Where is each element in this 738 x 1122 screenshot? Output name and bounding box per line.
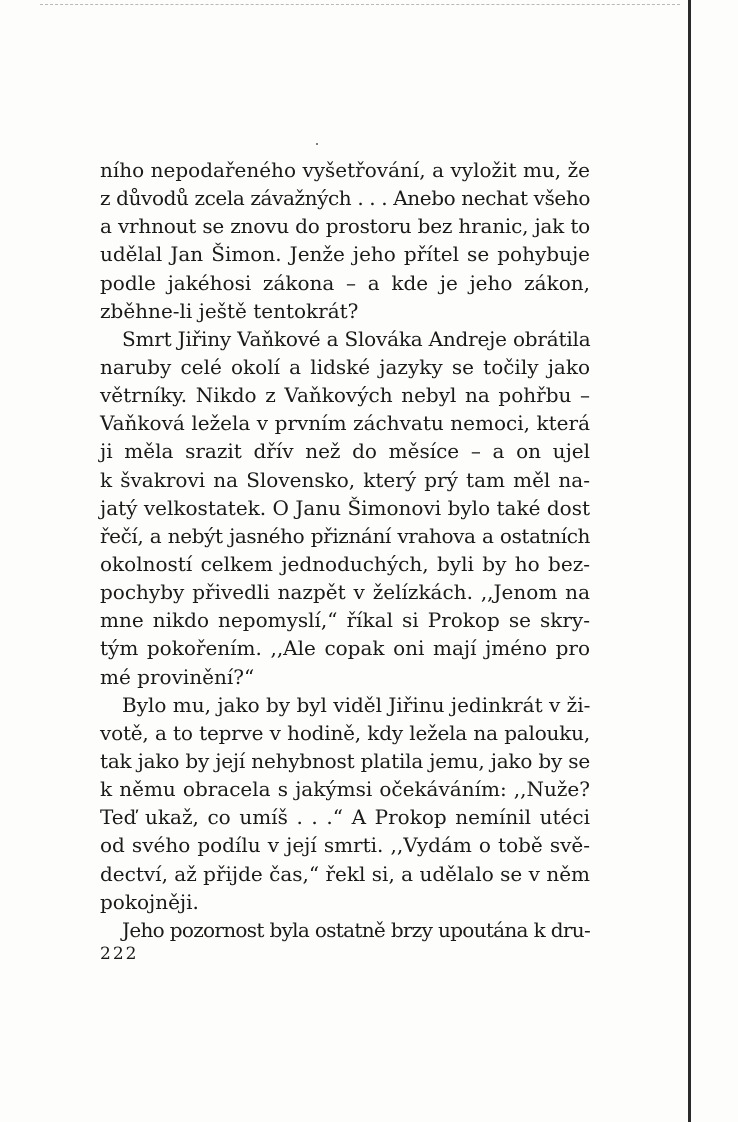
paragraph (100, 916, 590, 944)
paragraph (100, 691, 590, 916)
text-line: pokojněji. (100, 889, 199, 914)
page-number: 222 (100, 944, 139, 964)
text-line: dectví, až přijde čas,“ řekl si, a udělalo se v něm (100, 861, 590, 886)
text-line: Bylo mu, jako by byl viděl Jiřinu jedinkrát v ži- (122, 692, 591, 717)
text-line: řečí, a nebýt jasného přiznání vrahova a ostatních (100, 523, 590, 548)
text-line: Teď ukaž, co umíš . . .“ A Prokop nemínil utéci (100, 805, 590, 830)
text-line: tým pokořením. ,,Ale copak oni mají jméno pro (100, 636, 590, 661)
text-line: od svého podílu v její smrti. ,,Vydám o tobě svě- (100, 833, 590, 858)
text-line: okolností celkem jednoduchých, byli by ho bez- (100, 551, 590, 576)
text-line: Smrt Jiřiny Vaňkové a Slováka Andreje obrátila (122, 326, 591, 351)
text-line: jatý velkostatek. O Janu Šimonovi bylo také dost (100, 495, 590, 520)
body-text (100, 156, 590, 944)
scan-right-edge (688, 0, 691, 1122)
text-line: votě, a to teprve v hodině, kdy ležela na palouku, (100, 720, 590, 745)
text-line: mne nikdo nepomyslí,“ říkal si Prokop se skry- (100, 608, 590, 633)
text-line: ního nepodařeného vyšetřování, a vyložit mu, že (100, 158, 590, 182)
text-line: k švakrovi na Slovensko, který prý tam měl na- (100, 467, 590, 492)
text-line: Vaňková ležela v prvním záchvatu nemoci, která (100, 411, 590, 436)
scan-top-edge (40, 4, 680, 5)
text-line: větrníky. Nikdo z Vaňkových nebyl na pohřbu – (100, 383, 590, 408)
ink-speck (316, 143, 318, 145)
text-line: podle jakéhosi zákona – a kde je jeho zákon, (100, 270, 590, 295)
text-line: Jeho pozornost byla ostatně brzy upoutána k dru- (122, 917, 590, 942)
text-line: a vrhnout se znovu do prostoru bez hranic, jak to (100, 214, 590, 239)
text-line: naruby celé okolí a lidské jazyky se točily jako (100, 354, 590, 379)
text-line: ji měla srazit dřív než do měsíce – a on ujel (100, 439, 590, 464)
text-line: k němu obracela s jakýmsi očekáváním: ,,Nuže? (100, 777, 590, 802)
paragraph (100, 156, 590, 325)
text-line: udělal Jan Šimon. Jenže jeho přítel se pohybuje (100, 242, 590, 267)
text-line: mé provinění?“ (100, 664, 255, 689)
text-line: zběhne-li ještě tentokrát? (100, 298, 359, 323)
text-line: z důvodů zcela závažných . . . Anebo nechat všeho (100, 186, 590, 211)
paragraph (100, 325, 590, 691)
text-line: pochyby přivedli nazpět v želízkách. ,,Jenom na (100, 580, 590, 605)
text-line: tak jako by její nehybnost platila jemu, jako by se (100, 748, 590, 773)
